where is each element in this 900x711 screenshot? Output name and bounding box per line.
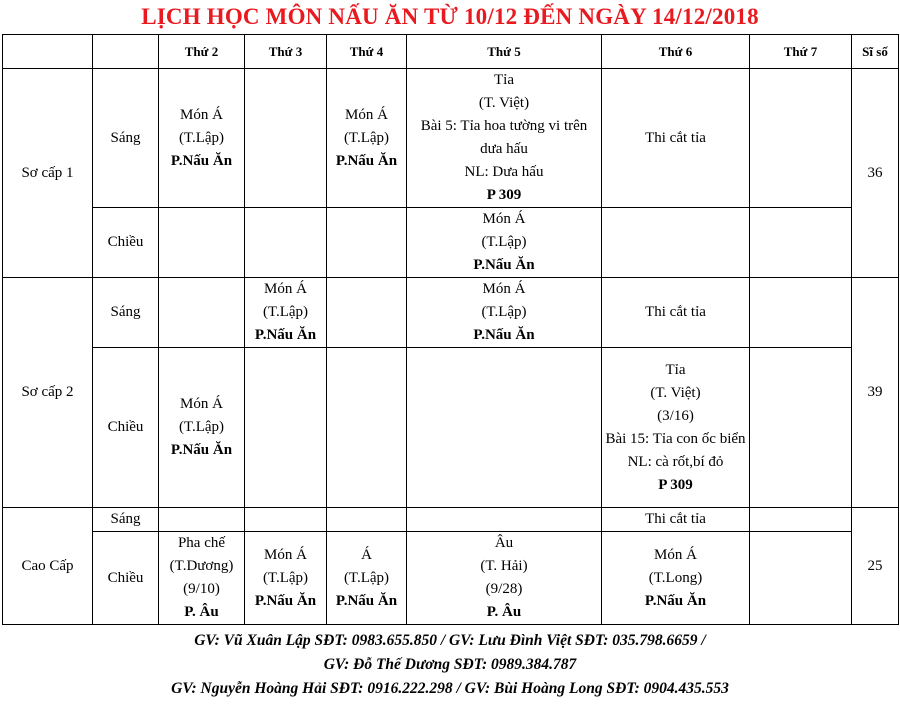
schedule-cell-wednesday [327,348,407,508]
cell-text-line: (9/28) [485,581,523,597]
schedule-table [2,34,899,625]
session-label: Chiều [93,348,159,508]
schedule-cell-tuesday [245,69,327,208]
cell-text-line: (T.Lập) [343,569,390,586]
cell-text-line: Món Á [264,546,307,563]
cell-text-line: NL: Dưa hấu [464,164,544,180]
cell-text-line: P.Nấu Ăn [170,152,233,169]
schedule-row [3,348,899,508]
cell-text-line: (T.Long) [648,569,703,586]
cell-text-line: P. Âu [486,604,522,620]
cell-text-line: P.Nấu Ăn [473,327,535,343]
schedule-row [3,532,899,625]
cell-text-line: (T.Lập) [481,234,527,250]
schedule-cell-wednesday [327,278,407,348]
schedule-cell-friday [602,532,750,625]
cell-text-line: Tỉa [665,361,686,378]
cell-text-line: (T.Dương) [169,558,234,574]
cell-text-line: Âu [494,535,514,551]
cell-text-line: NL: cà rốt,bí đỏ [627,453,724,470]
schedule-row [3,278,899,348]
header-monday: Thứ 2 [159,35,245,69]
cell-text-line: (9/10) [183,581,220,597]
cell-text-line: Món Á [180,396,223,412]
cell-text-line: (T.Lập) [178,419,225,435]
footer-contact-line-1: GV: Vũ Xuân Lập SĐT: 0983.655.850 / GV: Lưu Đình Việt SĐT: 035.798.6659 / [194,632,706,649]
cell-text-line: P 309 [658,476,693,493]
cell-text-line: Tỉa [494,72,514,88]
schedule-cell-thursday [407,208,602,278]
schedule-cell-monday [159,532,245,625]
schedule-cell-saturday [750,508,852,532]
cell-text-line: P. Âu [184,604,219,620]
student-count: 36 [852,69,899,278]
cell-text-line: Bài 15: Tỉa con ốc biển [605,430,746,447]
schedule-cell-tuesday [245,278,327,348]
schedule-cell-monday [159,508,245,532]
header-blank-session [93,35,159,69]
header-student-count: Sĩ số [852,35,899,69]
schedule-cell-thursday [407,278,602,348]
cell-text-line: (T.Lập) [262,304,309,320]
schedule-cell-friday [602,278,750,348]
cell-text-line: (T.Lập) [178,129,225,146]
schedule-title: LỊCH HỌC MÔN NẤU ĂN TỪ 10/12 ĐẾN NGÀY 14/12/2018 [141,4,759,29]
cell-text-line: Món Á [180,106,223,123]
header-tuesday: Thứ 3 [245,35,327,69]
cell-text-line: P.Nấu Ăn [254,592,317,609]
cell-text-line: (T.Lập) [343,129,390,146]
session-label: Chiều [93,208,159,278]
cell-text-line: (3/16) [657,407,694,424]
session-label: Sáng [93,278,159,348]
session-label: Sáng [93,508,159,532]
student-count: 25 [852,508,899,625]
schedule-cell-saturday [750,208,852,278]
schedule-cell-friday [602,208,750,278]
session-label: Chiều [93,532,159,625]
schedule-cell-wednesday [327,532,407,625]
schedule-cell-saturday [750,278,852,348]
cell-text-line: P.Nấu Ăn [254,327,317,343]
schedule-cell-monday [159,208,245,278]
cell-text-line: P.Nấu Ăn [644,592,707,609]
cell-text-line: Pha chế [177,535,226,551]
schedule-cell-friday [602,348,750,508]
schedule-cell-tuesday [245,348,327,508]
schedule-cell-friday [602,69,750,208]
cell-text-line: Món Á [654,546,697,563]
schedule-cell-tuesday [245,208,327,278]
cell-text-line: (T. Hải) [480,558,528,574]
footer-contact-line-2: GV: Đỗ Thế Dương SĐT: 0989.384.787 [323,656,577,673]
schedule-cell-monday [159,348,245,508]
cell-text-line: P.Nấu Ăn [473,257,535,273]
schedule-row [3,508,899,532]
cell-text-line: Á [361,546,372,563]
schedule-cell-tuesday [245,508,327,532]
cell-text-line: P 309 [486,187,522,203]
schedule-row [3,69,899,208]
class-group-name: Sơ cấp 1 [3,69,93,278]
schedule-cell-saturday [750,69,852,208]
schedule-body [3,69,899,625]
schedule-cell-monday [159,278,245,348]
cell-text-line: Thi cắt tỉa [645,129,706,146]
student-count: 39 [852,278,899,508]
header-wednesday: Thứ 4 [327,35,407,69]
schedule-cell-wednesday [327,208,407,278]
cell-text-line: Món Á [264,281,307,297]
cell-text-line: (T.Lập) [481,304,527,320]
cell-text-line: (T. Việt) [478,95,530,111]
class-group-name: Sơ cấp 2 [3,278,93,508]
cell-text-line: Bài 5: Tỉa hoa tường vi trên dưa hấu [420,118,588,157]
header-friday: Thứ 6 [602,35,750,69]
footer-contact-line-3: GV: Nguyễn Hoàng Hải SĐT: 0916.222.298 / GV: Bùi Hoàng Long SĐT: 0904.435.553 [171,680,729,697]
schedule-cell-thursday [407,532,602,625]
header-thursday: Thứ 5 [407,35,602,69]
schedule-cell-tuesday [245,532,327,625]
schedule-cell-saturday [750,348,852,508]
session-label: Sáng [93,69,159,208]
cell-text-line: Món Á [345,106,388,123]
cell-text-line: Món Á [482,281,526,297]
schedule-cell-thursday [407,348,602,508]
cell-text-line: P.Nấu Ăn [335,592,398,609]
cell-text-line: Thi cắt tỉa [645,511,706,527]
schedule-row [3,208,899,278]
class-group-name: Cao Cấp [3,508,93,625]
schedule-cell-wednesday [327,69,407,208]
schedule-cell-thursday [407,508,602,532]
schedule-cell-friday [602,508,750,532]
cell-text-line: (T.Lập) [262,569,309,586]
cell-text-line: (T. Việt) [650,384,701,401]
cell-text-line: Món Á [482,211,526,227]
schedule-cell-thursday [407,69,602,208]
schedule-cell-monday [159,69,245,208]
header-saturday: Thứ 7 [750,35,852,69]
cell-text-line: Thi cắt tỉa [645,304,706,320]
schedule-cell-saturday [750,532,852,625]
cell-text-line: P.Nấu Ăn [335,152,398,169]
schedule-cell-wednesday [327,508,407,532]
header-row [3,35,899,69]
cell-text-line: P.Nấu Ăn [170,442,233,458]
header-blank-group [3,35,93,69]
